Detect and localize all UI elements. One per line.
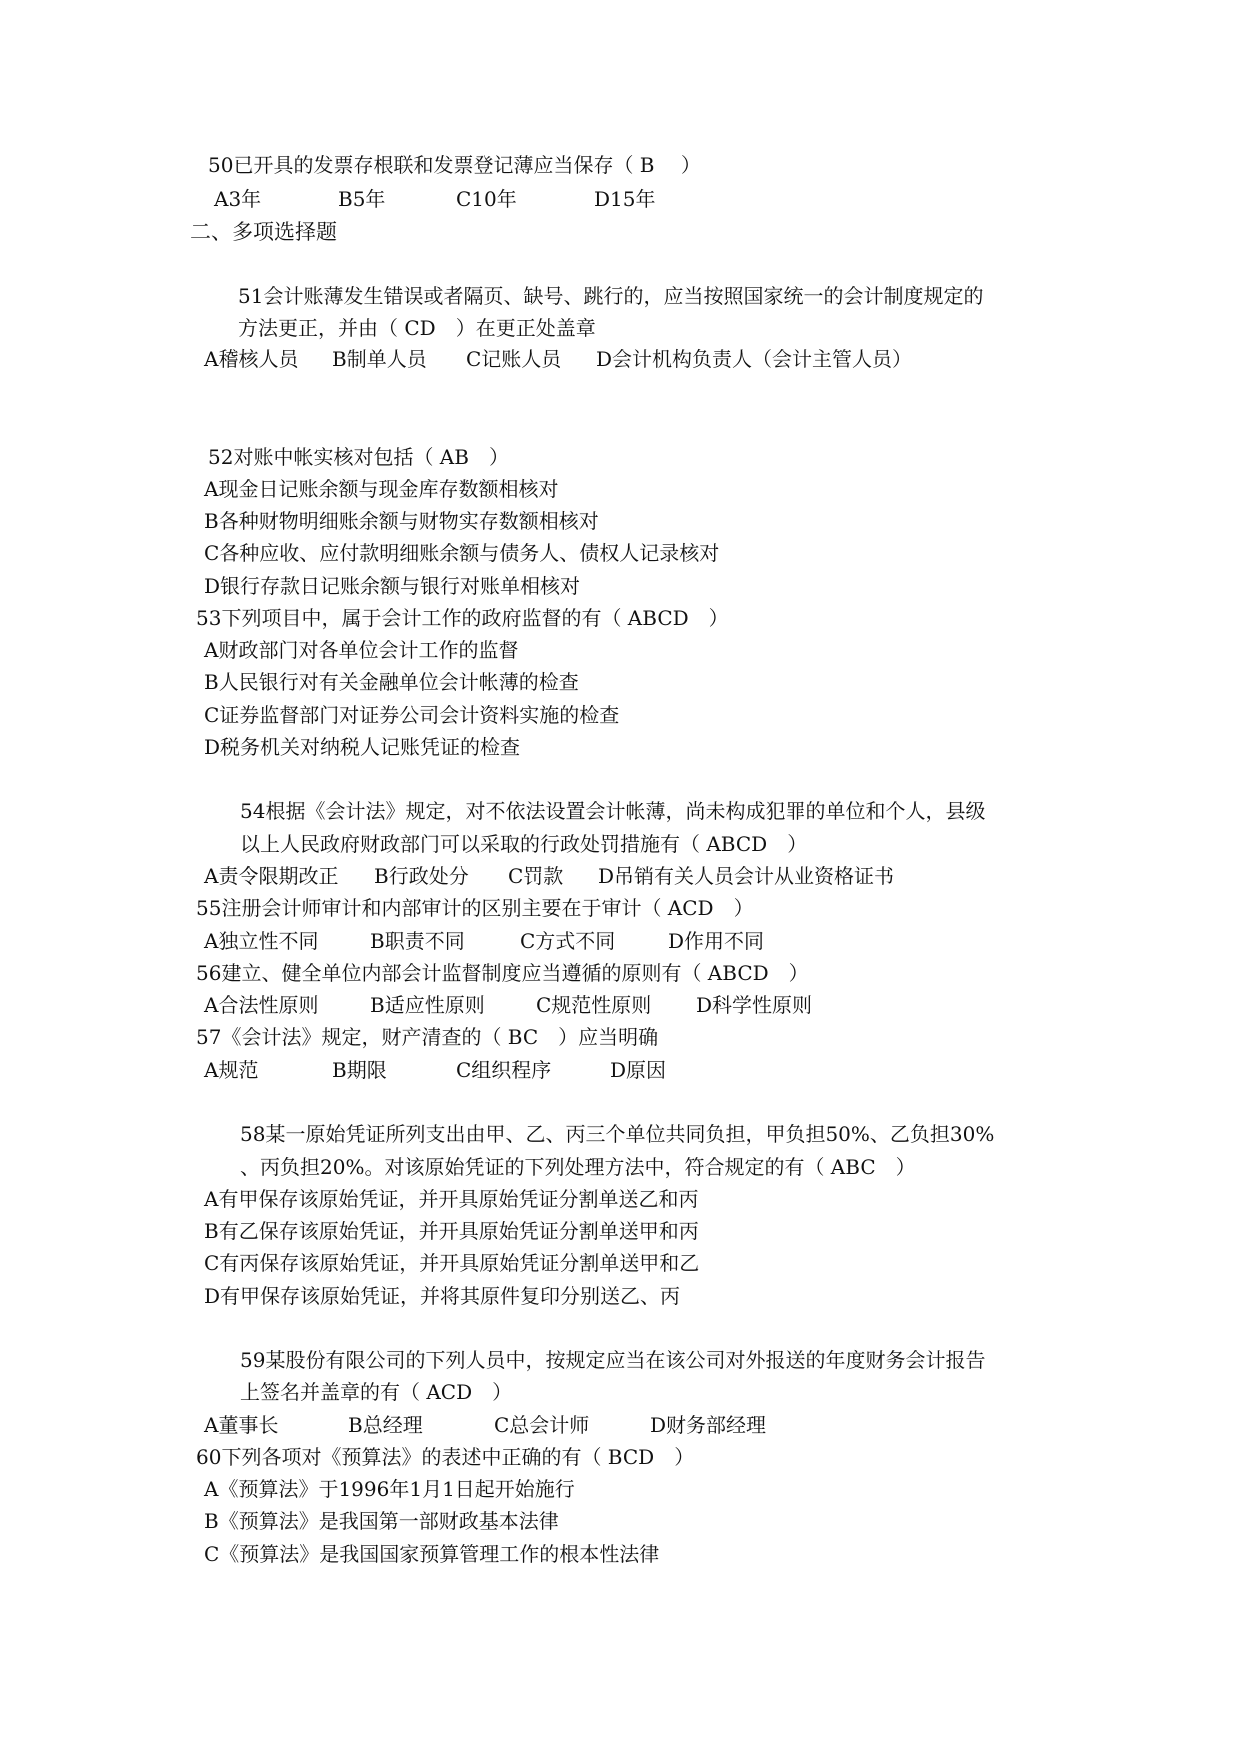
question-58-option-b: B有乙保存该原始凭证，并开具原始凭证分割单送甲和丙	[204, 1219, 699, 1243]
question-52-option-d: D银行存款日记账余额与银行对账单相核对	[204, 574, 581, 598]
question-50-stem: 50已开具的发票存根联和发票登记薄应当保存（ B ）	[208, 153, 701, 177]
question-54-stem-line2: 以上人民政府财政部门可以采取的行政处罚措施有（ ABCD ）	[240, 832, 808, 856]
question-59-stem-line1: 59某股份有限公司的下列人员中，按规定应当在该公司对外报送的年度财务会计报告	[240, 1348, 986, 1372]
question-54-option-d: D吊销有关人员会计从业资格证书	[598, 864, 895, 888]
question-58-option-a: A有甲保存该原始凭证，并开具原始凭证分割单送乙和丙	[204, 1187, 699, 1211]
question-55-stem: 55注册会计师审计和内部审计的区别主要在于审计（ ACD ）	[196, 896, 754, 920]
question-58-stem-line2: 、丙负担20%。对该原始凭证的下列处理方法中，符合规定的有（ ABC ）	[240, 1155, 916, 1179]
question-55-option-a: A独立性不同	[204, 929, 319, 953]
question-57-option-a: A规范	[204, 1058, 259, 1082]
question-51-option-d: D会计机构负责人（会计主管人员）	[596, 347, 913, 371]
question-55-option-c: C方式不同	[520, 929, 616, 953]
question-52-option-b: B各种财物明细账余额与财物实存数额相核对	[204, 509, 599, 533]
question-59-stem-line2: 上签名并盖章的有（ ACD ）	[240, 1380, 513, 1404]
question-51-option-c: C记账人员	[466, 347, 562, 371]
question-56-option-c: C规范性原则	[536, 993, 652, 1017]
question-56-stem: 56建立、健全单位内部会计监督制度应当遵循的原则有（ ABCD ）	[196, 961, 809, 985]
question-56-option-b: B适应性原则	[370, 993, 485, 1017]
question-50-option-a: A3年	[214, 187, 262, 211]
question-60-option-c: C《预算法》是我国国家预算管理工作的根本性法律	[204, 1542, 660, 1566]
question-58-option-d: D有甲保存该原始凭证，并将其原件复印分别送乙、丙	[204, 1284, 681, 1308]
question-51-option-a: A稽核人员	[204, 347, 299, 371]
question-57-option-c: C组织程序	[456, 1058, 552, 1082]
question-58-stem-line1: 58某一原始凭证所列支出由甲、乙、丙三个单位共同负担，甲负担50%、乙负担30%	[240, 1122, 995, 1146]
question-50-option-b: B5年	[338, 187, 386, 211]
question-55-option-b: B职责不同	[370, 929, 465, 953]
question-53-option-c: C证券监督部门对证券公司会计资料实施的检查	[204, 703, 620, 727]
question-57-stem: 57《会计法》规定，财产清查的（ BC ）应当明确	[196, 1025, 659, 1049]
question-52-option-c: C各种应收、应付款明细账余额与债务人、债权人记录核对	[204, 541, 720, 565]
question-53-option-a: A财政部门对各单位会计工作的监督	[204, 638, 519, 662]
question-59-option-d: D财务部经理	[650, 1413, 767, 1437]
question-54-option-a: A责令限期改正	[204, 864, 339, 888]
question-56-option-d: D科学性原则	[696, 993, 813, 1017]
question-53-option-b: B人民银行对有关金融单位会计帐薄的检查	[204, 670, 579, 694]
question-52-stem: 52对账中帐实核对包括（ AB ）	[208, 445, 509, 469]
question-54-stem-line1: 54根据《会计法》规定，对不依法设置会计帐薄，尚未构成犯罪的单位和个人，县级	[240, 799, 986, 823]
question-51-stem-line1: 51会计账薄发生错误或者隔页、缺号、跳行的，应当按照国家统一的会计制度规定的	[238, 284, 984, 308]
question-57-option-b: B期限	[332, 1058, 387, 1082]
question-50-option-d: D15年	[594, 187, 656, 211]
question-57-option-d: D原因	[610, 1058, 667, 1082]
question-60-option-a: A《预算法》于1996年1月1日起开始施行	[204, 1477, 575, 1501]
question-60-stem: 60下列各项对《预算法》的表述中正确的有（ BCD ）	[196, 1445, 695, 1469]
question-60-option-b: B《预算法》是我国第一部财政基本法律	[204, 1509, 559, 1533]
question-51-stem-line2: 方法更正，并由（ CD ）在更正处盖章	[238, 316, 596, 340]
question-54-option-c: C罚款	[508, 864, 564, 888]
question-51-option-b: B制单人员	[332, 347, 427, 371]
question-59-option-b: B总经理	[348, 1413, 423, 1437]
question-50-option-c: C10年	[456, 187, 517, 211]
question-55-option-d: D作用不同	[668, 929, 765, 953]
section-title: 二、多项选择题	[190, 220, 337, 244]
question-54-option-b: B行政处分	[374, 864, 469, 888]
question-52-option-a: A现金日记账余额与现金库存数额相核对	[204, 477, 559, 501]
question-56-option-a: A合法性原则	[204, 993, 319, 1017]
question-53-stem: 53下列项目中，属于会计工作的政府监督的有（ ABCD ）	[196, 606, 729, 630]
question-53-option-d: D税务机关对纳税人记账凭证的检查	[204, 735, 521, 759]
question-59-option-a: A董事长	[204, 1413, 279, 1437]
question-59-option-c: C总会计师	[494, 1413, 590, 1437]
question-58-option-c: C有丙保存该原始凭证，并开具原始凭证分割单送甲和乙	[204, 1251, 700, 1275]
